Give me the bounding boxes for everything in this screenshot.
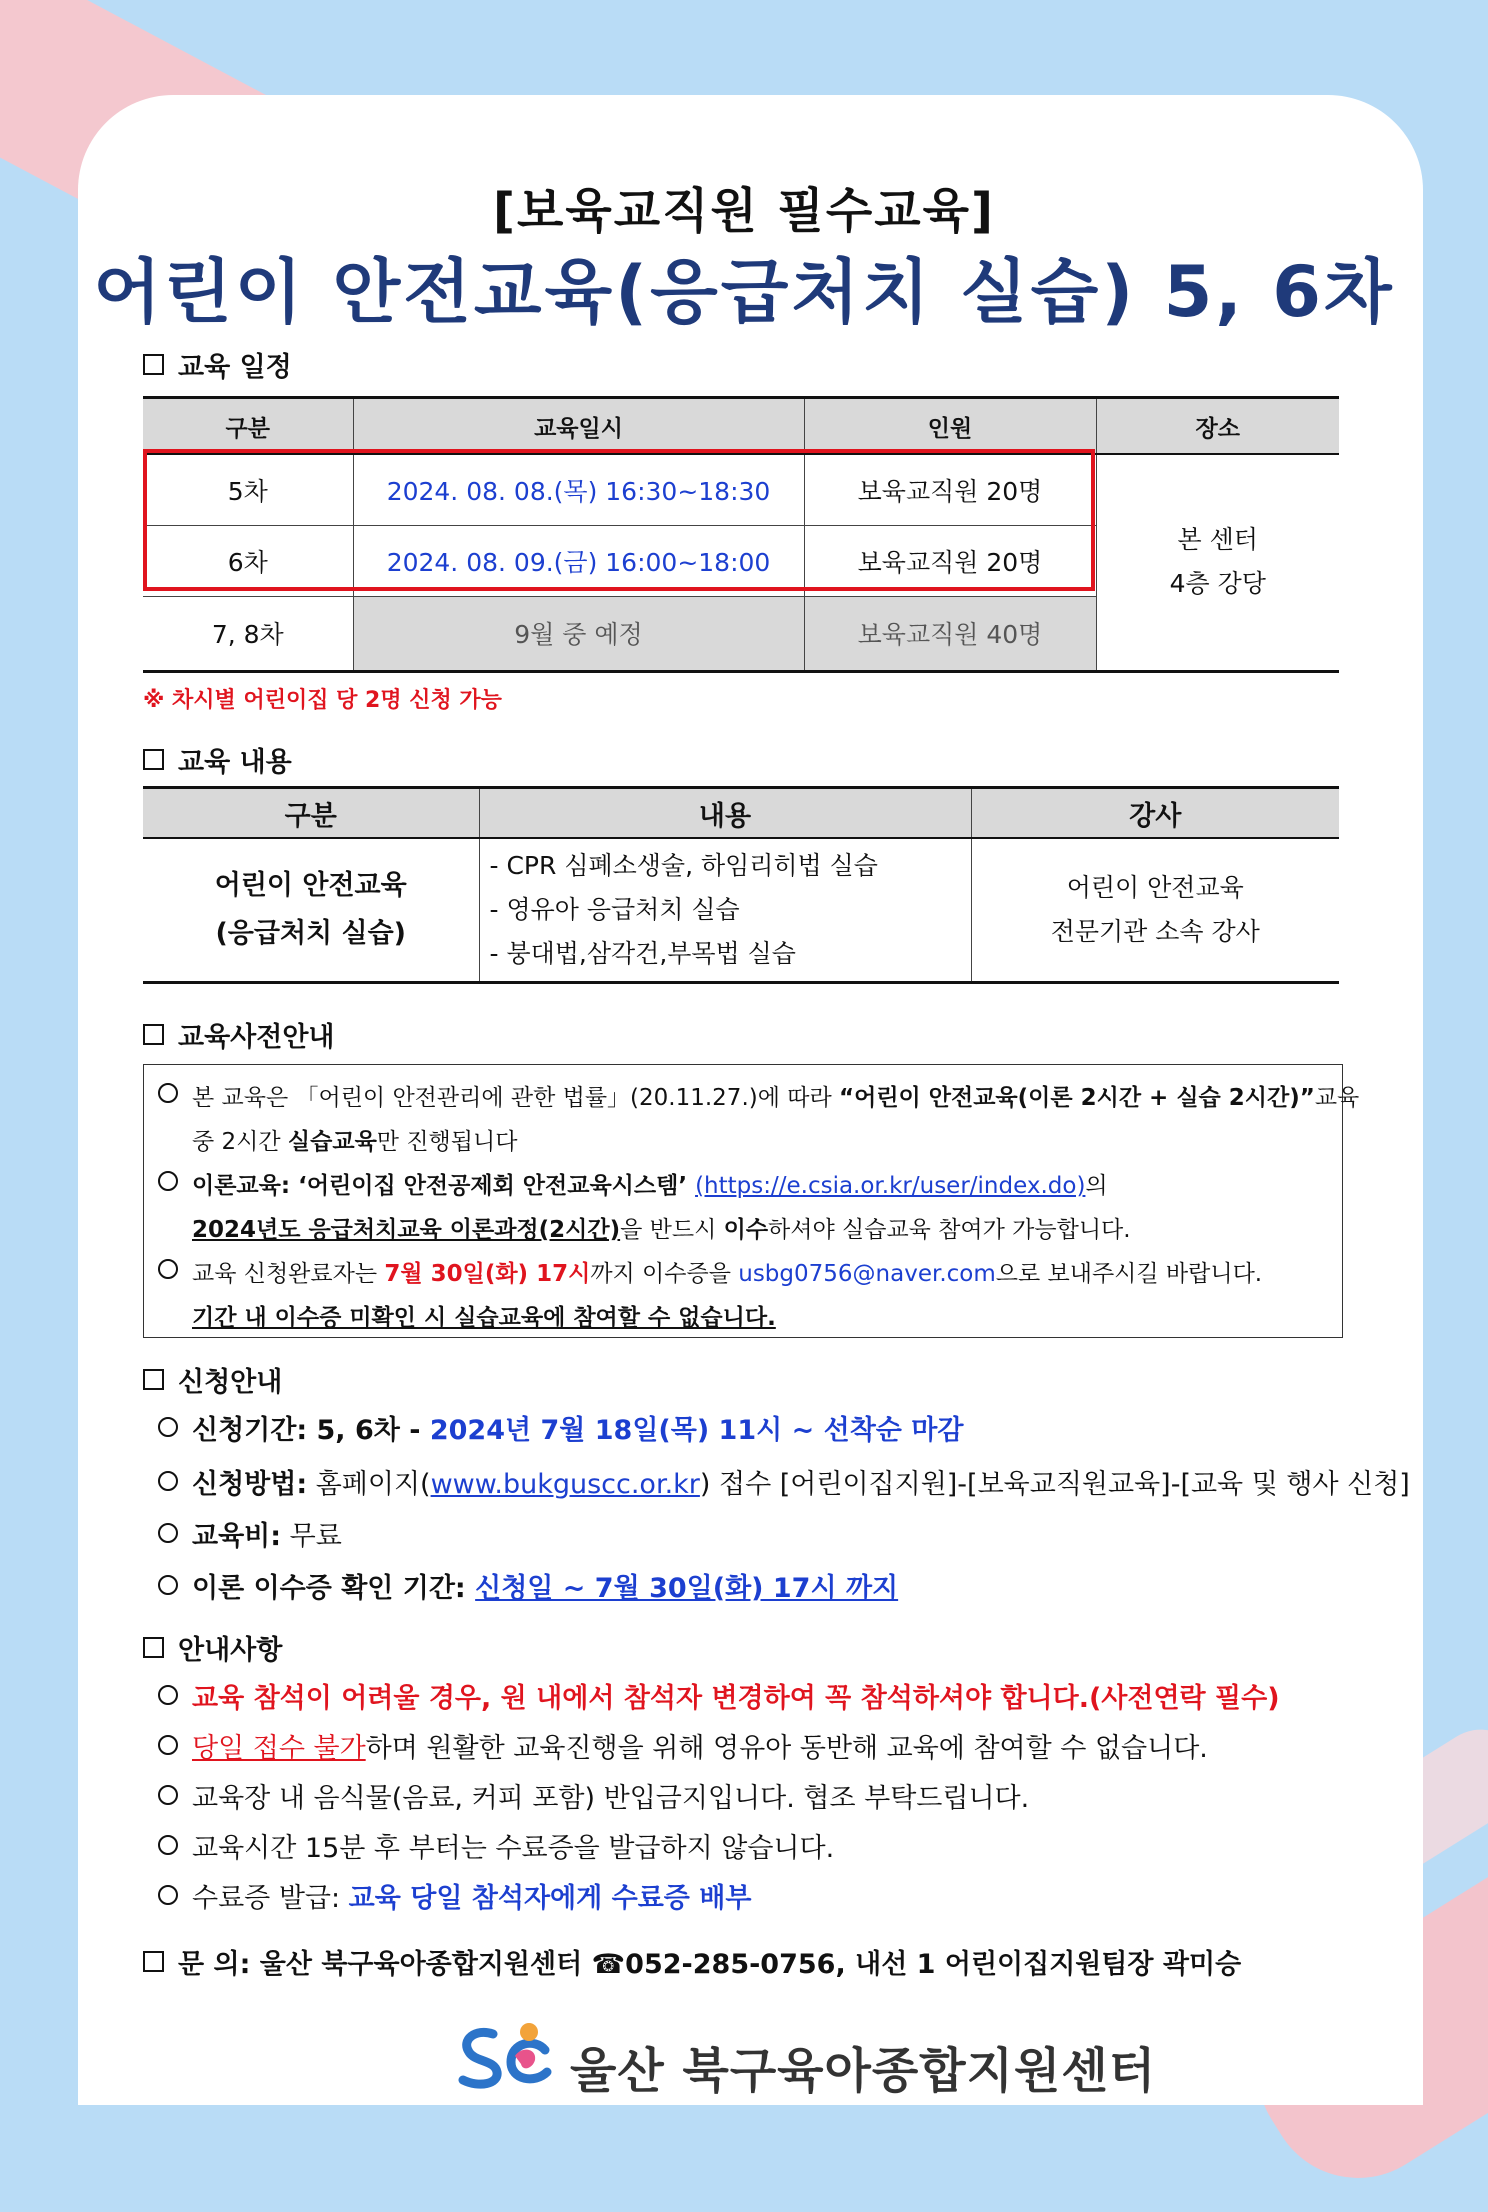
circle-bullet-icon [158,1835,178,1855]
content-table [143,786,1339,984]
content-list-cell [479,838,971,983]
circle-bullet-icon [158,1471,178,1491]
section-heading-notice: 안내사항 [143,1628,282,1667]
circle-bullet-icon [158,1083,178,1103]
center-logo-icon [455,2020,565,2090]
notice-item: 교육 참석이 어려울 경우, 원 내에서 참석자 변경하여 꼭 참석하셔야 합니다.(사전연락 필수) [158,1676,1280,1715]
guide-box [143,1064,1360,1338]
contact-line: 문 의: 울산 북구육아종합지원센터 ☎052-285-0756, 내선 1 어린이집지원팀장 곽미승 [143,1942,1241,1981]
instructor-line: 전문기관 소속 강사 [1050,917,1260,946]
datetime-cell: 9월 중 예정 [353,596,804,671]
round-cell: 7, 8차 [143,596,353,671]
apply-confirm: 이론 이수증 확인 기간: 신청일 ~ 7월 30일(화) 17시 까지 [158,1566,898,1605]
circle-bullet-icon [158,1417,178,1437]
notice-item: 교육시간 15분 후 부터는 수료증을 발급하지 않습니다. [158,1826,834,1865]
apply-period: 신청기간: 5, 6차 - 2024년 7월 18일(목) 11시 ~ 선착순 마감 [158,1408,963,1447]
center-logo-text: 울산 북구육아종합지원센터 [570,2043,1157,2099]
list-item: - CPR 심폐소생술, 하임리히법 실습 [489,851,878,880]
list-item: - 붕대법,삼각건,부목법 실습 [489,939,796,968]
people-cell: 보육교직원 20명 [804,525,1096,596]
circle-bullet-icon [158,1785,178,1805]
notice-item: 당일 접수 불가하며 원활한 교육진행을 위해 영유아 동반해 교육에 참여할 수 없습니다. [158,1726,1208,1765]
table-header: 강사 [971,788,1339,839]
place-cell [1096,454,1339,671]
table-header: 인원 [804,398,1096,455]
round-cell: 5차 [143,454,353,525]
page-title: 어린이 안전교육(응급처치 실습) 5, 6차 [93,251,1395,333]
table-header: 구분 [143,398,353,455]
csia-link[interactable]: (https://e.csia.or.kr/user/index.do) [695,1173,1086,1199]
checkbox-icon [143,1024,164,1045]
email-link[interactable]: usbg0756@naver.com [738,1261,996,1287]
circle-bullet-icon [158,1885,178,1905]
circle-bullet-icon [158,1259,178,1279]
instructor-line: 어린이 안전교육 [1066,873,1244,902]
table-header: 장소 [1096,398,1339,455]
place-line: 4층 강당 [1169,569,1266,599]
section-heading-apply: 신청안내 [143,1360,282,1399]
page-subtitle: [보육교직원 필수교육] [493,183,995,239]
circle-bullet-icon [158,1685,178,1705]
checkbox-icon [143,749,164,770]
section-heading-content: 교육 내용 [143,740,292,779]
table-header: 교육일시 [353,398,804,455]
circle-bullet-icon [158,1523,178,1543]
section-heading-guide: 교육사전안내 [143,1015,335,1054]
apply-method: 신청방법: 홈페이지(www.bukguscc.or.kr) 접수 [어린이집지원]-[보육교직원교육]-[교육 및 행사 신청] [158,1462,1410,1501]
instructor-cell [971,838,1339,983]
category-cell [143,838,479,983]
datetime-cell: 2024. 08. 08.(목) 16:30~18:30 [353,454,804,525]
notice-item: 수료증 발급: 교육 당일 참석자에게 수료증 배부 [158,1876,751,1915]
round-cell: 6차 [143,525,353,596]
table-header-row [143,788,1339,839]
circle-bullet-icon [158,1735,178,1755]
guide-line: 이론교육: ‘어린이집 안전공제회 안전교육시스템’ (https://e.csia.or.kr/user/index.do)의 [158,1167,1108,1200]
people-cell: 보육교직원 40명 [804,596,1096,671]
table-header: 내용 [479,788,971,839]
guide-line: 교육 신청완료자는 7월 30일(화) 17시까지 이수증을 usbg0756@naver.com으로 보내주시길 바랍니다. [158,1255,1262,1288]
list-item: - 영유아 응급처치 실습 [489,895,740,924]
apply-fee: 교육비: 무료 [158,1514,342,1553]
section-heading-schedule: 교육 일정 [143,345,292,384]
place-line: 본 센터 [1177,525,1258,555]
checkbox-icon [143,1637,164,1658]
people-cell: 보육교직원 20명 [804,454,1096,525]
schedule-note: ※ 차시별 어린이집 당 2명 신청 가능 [143,688,502,713]
table-row [143,838,1339,983]
checkbox-icon [143,354,164,375]
guide-line: 기간 내 이수증 미확인 시 실습교육에 참여할 수 없습니다. [192,1305,776,1331]
checkbox-icon [143,1951,164,1972]
table-header: 구분 [143,788,479,839]
table-header-row [143,398,1339,455]
guide-line: 2024년도 응급처치교육 이론과정(2시간)을 반드시 이수하셔야 실습교육 참여가 가능합니다. [192,1217,1131,1243]
checkbox-icon [143,1369,164,1390]
guide-line: 본 교육은 「어린이 안전관리에 관한 법률」(20.11.27.)에 따라 “어린이 안전교육(이론 2시간 + 실습 2시간)”교육 [158,1079,1359,1112]
highlight-box [143,449,1095,591]
guide-line: 중 2시간 실습교육만 진행됩니다 [192,1129,518,1155]
datetime-cell: 2024. 08. 09.(금) 16:00~18:00 [353,525,804,596]
homepage-link[interactable]: www.bukguscc.or.kr [430,1469,700,1500]
category-line: (응급처치 실습) [215,918,407,949]
category-line: 어린이 안전교육 [214,870,407,901]
circle-bullet-icon [158,1575,178,1595]
notice-item: 교육장 내 음식물(음료, 커피 포함) 반입금지입니다. 협조 부탁드립니다. [158,1776,1029,1815]
circle-bullet-icon [158,1171,178,1191]
